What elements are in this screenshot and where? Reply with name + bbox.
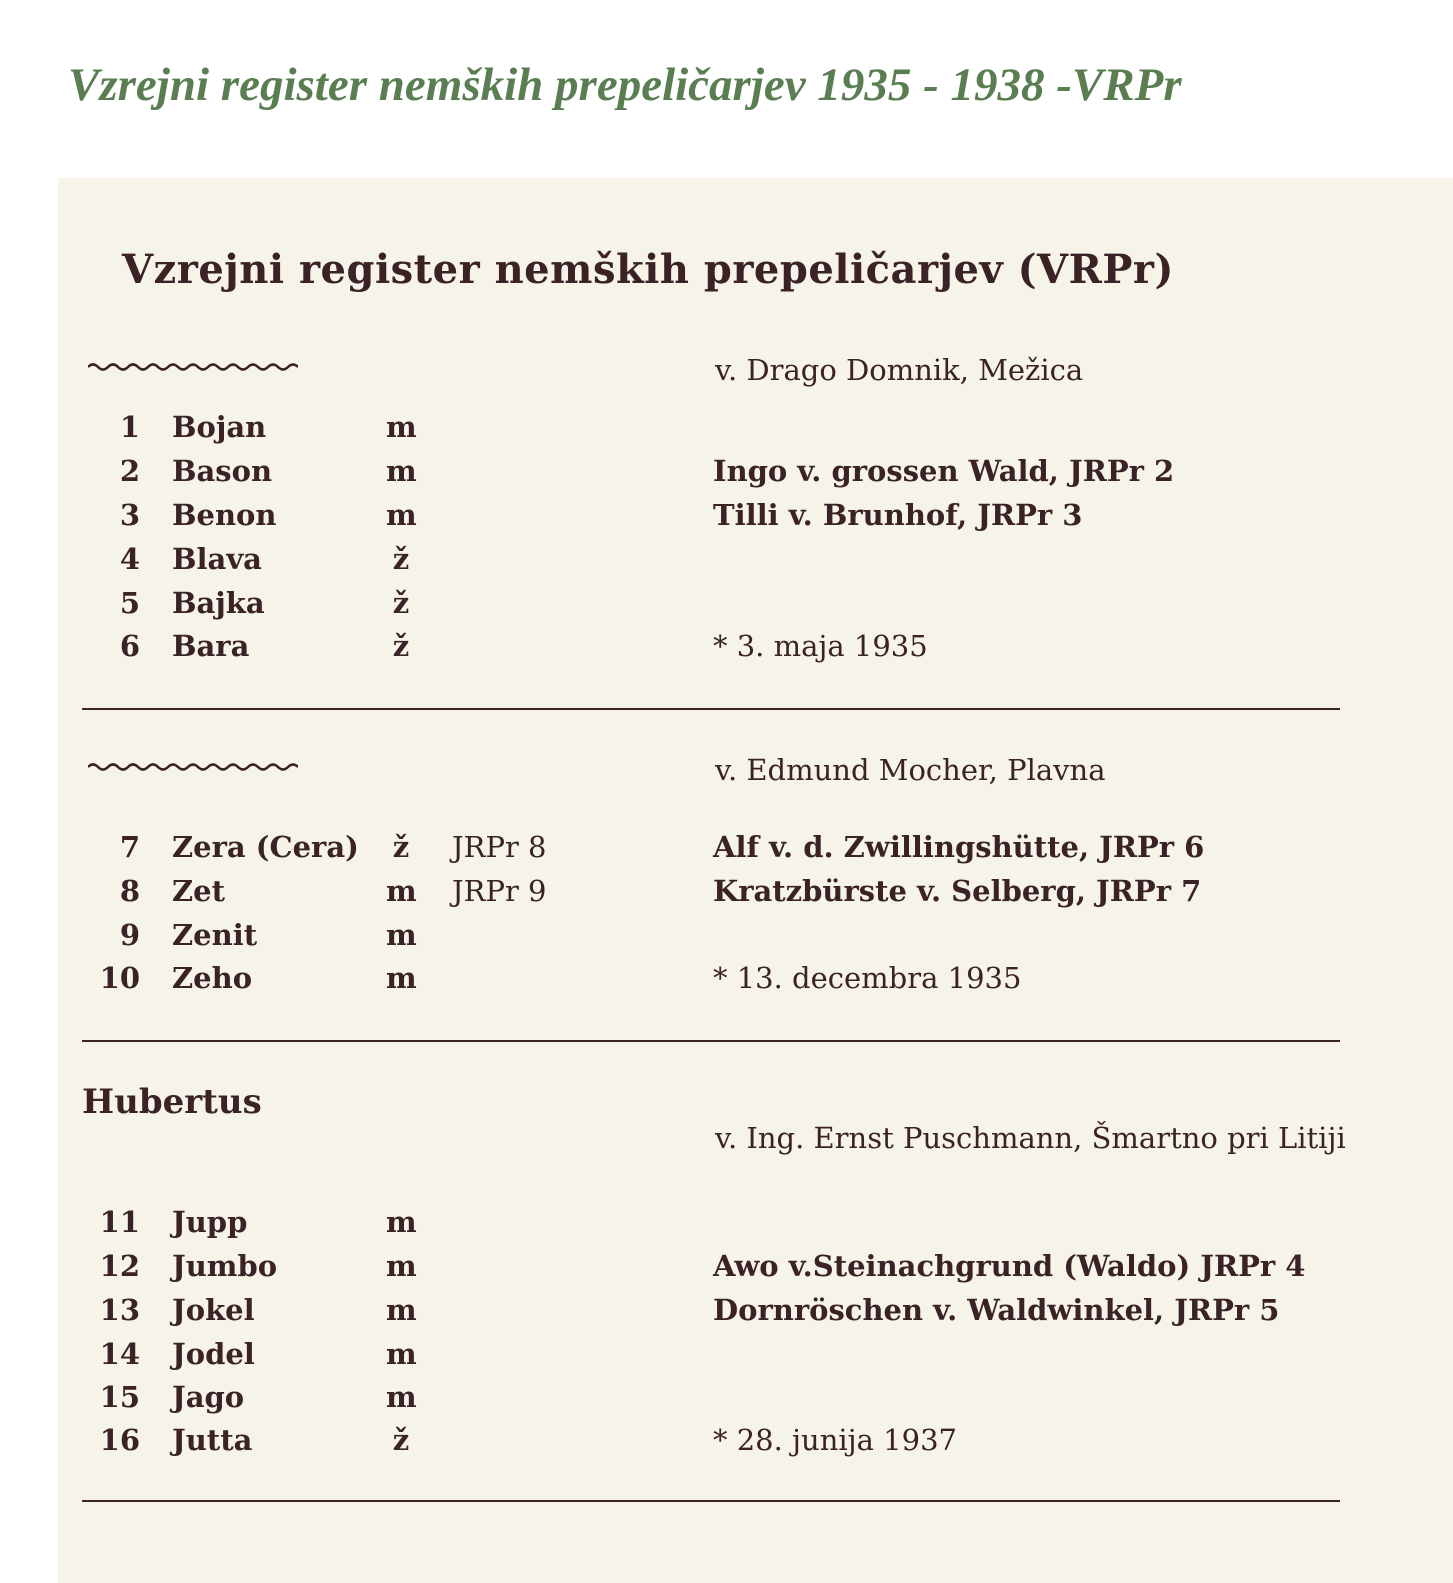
registry-number: JRPr 9 (452, 874, 547, 908)
dog-name: Jutta (172, 1423, 253, 1457)
dog-sex: m (386, 498, 417, 532)
dog-sex: m (386, 454, 417, 488)
litter-2-owner: v. Edmund Mocher, Plavna (715, 753, 1106, 787)
dog-number: 1 (119, 410, 140, 444)
dog-number: 3 (119, 498, 140, 532)
dog-sex: ž (392, 629, 410, 663)
dog-sex: ž (392, 1423, 410, 1457)
wavy-rule-2 (88, 760, 298, 774)
dog-name: Zenit (172, 918, 258, 952)
dog-number: 10 (99, 961, 140, 995)
dog-name: Zeho (172, 961, 253, 995)
table-row (0, 1337, 1453, 1377)
dog-name: Jumbo (172, 1249, 278, 1283)
table-row (0, 629, 1453, 669)
litter-3-owner: v. Ing. Ernst Puschmann, Šmartno pri Litiji (715, 1121, 1346, 1155)
dog-name: Bason (172, 454, 273, 488)
litter-1-owner: v. Drago Domnik, Mežica (715, 353, 1084, 387)
dog-number: 8 (119, 874, 140, 908)
dog-sex: m (386, 874, 417, 908)
dog-number: 9 (119, 918, 140, 952)
divider-line (82, 1500, 1340, 1502)
dog-number: 14 (99, 1337, 140, 1371)
table-row (0, 1293, 1453, 1333)
table-row (0, 1249, 1453, 1289)
table-row (0, 1380, 1453, 1420)
table-row (0, 1205, 1453, 1245)
parent-info: Tilli v. Brunhof, JRPr 3 (713, 498, 1083, 532)
dog-name: Zet (172, 874, 226, 908)
page-heading: Vzrejni register nemških prepeličarjev 1935 - 1938 -VRPr (68, 59, 1182, 111)
dog-name: Jokel (172, 1293, 255, 1327)
dog-sex: ž (392, 542, 410, 576)
dog-number: 4 (119, 542, 140, 576)
dog-number: 6 (119, 629, 140, 663)
dog-number: 7 (119, 830, 140, 864)
dog-name: Bara (172, 629, 250, 663)
dog-name: Benon (172, 498, 277, 532)
dog-name: Blava (172, 542, 262, 576)
wavy-rule-1 (88, 360, 298, 374)
birth-date: * 28. junija 1937 (713, 1423, 957, 1457)
dog-sex: m (386, 1380, 417, 1414)
divider-line (82, 708, 1340, 710)
table-row (0, 961, 1453, 1001)
dog-number: 12 (99, 1249, 140, 1283)
dog-sex: m (386, 410, 417, 444)
parent-info: Ingo v. grossen Wald, JRPr 2 (713, 454, 1175, 488)
parent-info: Dornröschen v. Waldwinkel, JRPr 5 (713, 1293, 1280, 1327)
dog-number: 15 (99, 1380, 140, 1414)
dog-name: Jodel (172, 1337, 255, 1371)
birth-date: * 3. maja 1935 (713, 629, 928, 663)
dog-sex: m (386, 1337, 417, 1371)
dog-sex: m (386, 1293, 417, 1327)
dog-number: 13 (99, 1293, 140, 1327)
dog-sex: m (386, 1249, 417, 1283)
table-row (0, 586, 1453, 626)
table-row (0, 1423, 1453, 1463)
parent-info: Awo v.Steinachgrund (Waldo) JRPr 4 (713, 1249, 1306, 1283)
dog-sex: ž (392, 586, 410, 620)
dog-number: 5 (119, 586, 140, 620)
kennel-name: Hubertus (82, 1082, 262, 1122)
divider-line (82, 1040, 1340, 1042)
dog-sex: m (386, 961, 417, 995)
table-row (0, 410, 1453, 450)
dog-name: Zera (Cera) (172, 830, 359, 864)
dog-number: 11 (99, 1205, 140, 1239)
dog-number: 2 (119, 454, 140, 488)
dog-sex: m (386, 918, 417, 952)
dog-name: Jago (172, 1380, 245, 1414)
dog-name: Jupp (172, 1205, 248, 1239)
dog-number: 16 (99, 1423, 140, 1457)
table-row (0, 918, 1453, 958)
table-row (0, 830, 1453, 870)
registry-number: JRPr 8 (452, 830, 547, 864)
table-row (0, 542, 1453, 582)
birth-date: * 13. decembra 1935 (713, 961, 1022, 995)
parent-info: Alf v. d. Zwillingshütte, JRPr 6 (713, 830, 1205, 864)
dog-sex: m (386, 1205, 417, 1239)
register-title: Vzrejni register nemških prepeličarjev (VRPr) (122, 246, 1174, 293)
table-row (0, 498, 1453, 538)
table-row (0, 874, 1453, 914)
dog-name: Bajka (172, 586, 265, 620)
parent-info: Kratzbürste v. Selberg, JRPr 7 (713, 874, 1202, 908)
dog-name: Bojan (172, 410, 267, 444)
dog-sex: ž (392, 830, 410, 864)
table-row (0, 454, 1453, 494)
